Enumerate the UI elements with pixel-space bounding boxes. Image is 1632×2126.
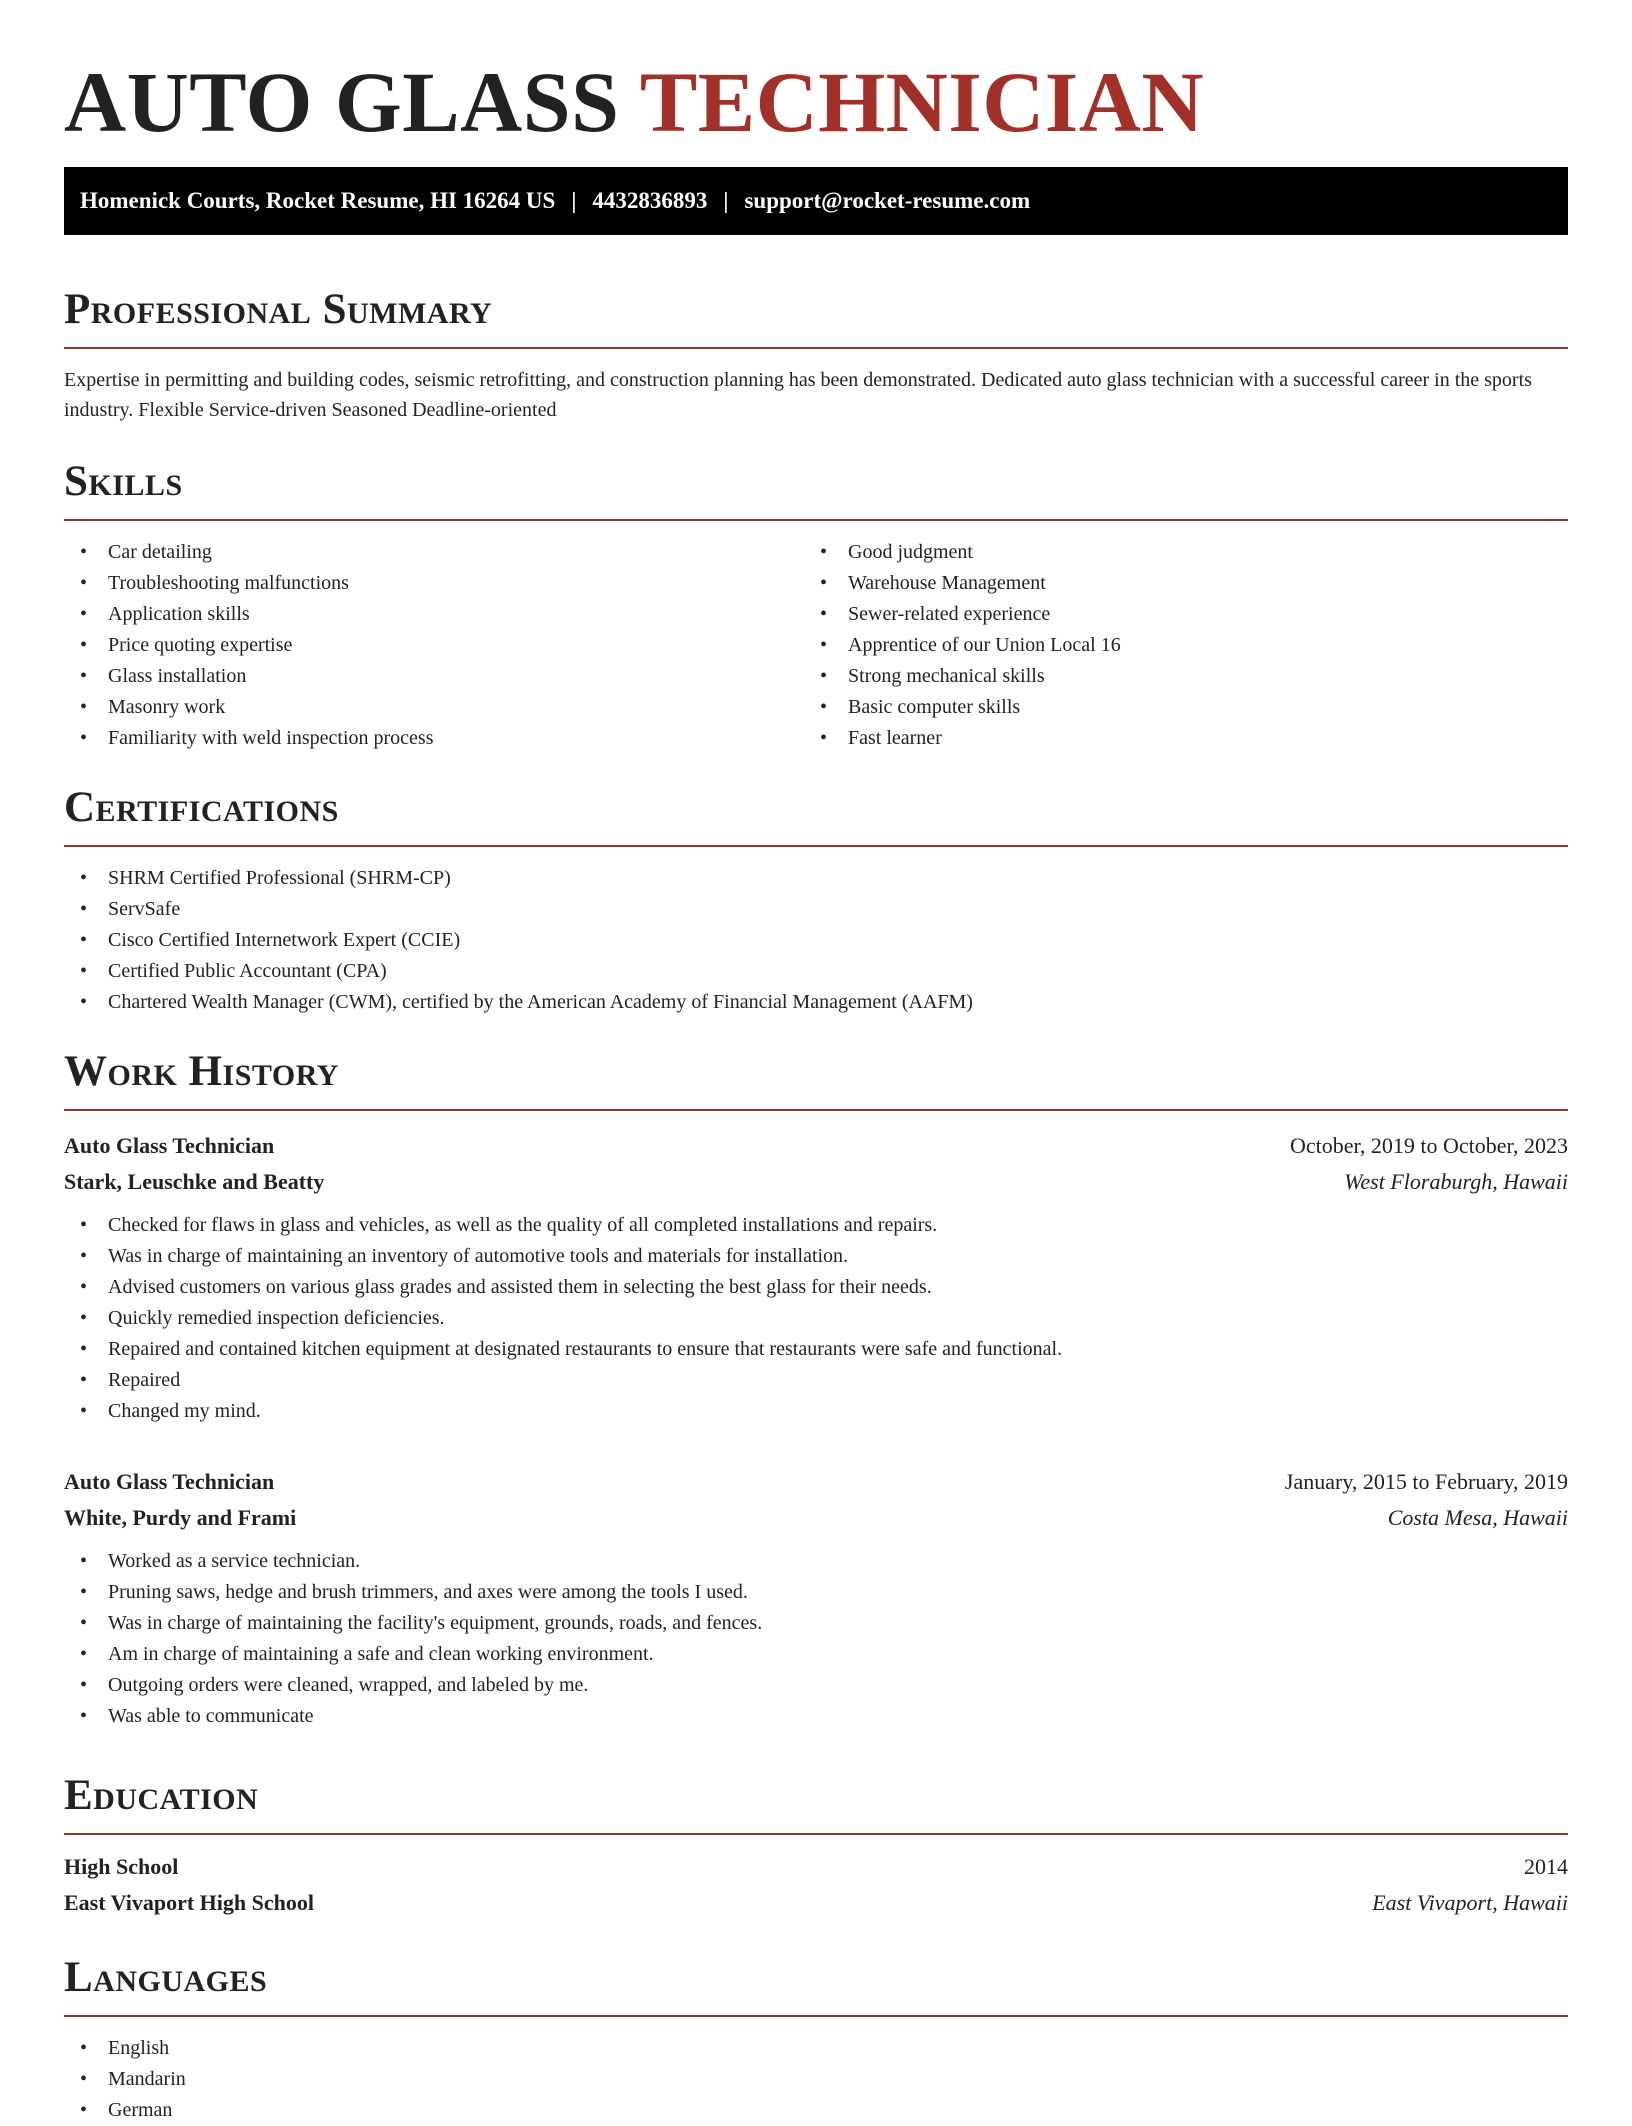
language-item (64, 2033, 1568, 2064)
education-section (64, 1770, 1568, 1921)
education-location: East Vivaport, Hawaii (1372, 1890, 1568, 1915)
certification-item-text: Cisco Certified Internetwork Expert (CCIE) (108, 929, 461, 951)
job-company-row (64, 1500, 1568, 1536)
skill-item-text: Strong mechanical skills (848, 665, 1045, 687)
skill-item (64, 692, 804, 723)
job-duty-item-text: Quickly remedied inspection deficiencies. (108, 1307, 445, 1329)
certification-item-text: Certified Public Accountant (CPA) (108, 960, 387, 982)
language-item (64, 2064, 1568, 2095)
skill-item (804, 692, 1544, 723)
skills-list-left (64, 537, 804, 754)
languages-list (64, 2033, 1568, 2126)
bullet-icon: • (80, 665, 88, 687)
job-duties-list (64, 1546, 1568, 1732)
job-dates: October, 2019 to October, 2023 (1289, 1133, 1568, 1158)
certifications-section (64, 782, 1568, 1018)
job-duty-item-text: Was able to communicate (108, 1705, 314, 1727)
certification-item (64, 987, 1568, 1018)
job-dates: January, 2015 to February, 2019 (1284, 1469, 1568, 1494)
certification-item (64, 925, 1568, 956)
job-duty-item (64, 1365, 1568, 1396)
job-header-row (64, 1128, 1568, 1164)
bullet-icon: • (820, 727, 828, 749)
education-school: East Vivaport High School (64, 1890, 314, 1915)
bullet-icon: • (80, 696, 88, 718)
section-divider (64, 845, 1568, 847)
bullet-icon: • (80, 2068, 88, 2090)
skill-item-text: Application skills (108, 603, 250, 625)
bullet-icon: • (80, 898, 88, 920)
bullet-icon: • (80, 1245, 88, 1267)
certifications-list (64, 863, 1568, 1018)
job-duty-item-text: Outgoing orders were cleaned, wrapped, and labeled by me. (108, 1674, 589, 1696)
bullet-icon: • (80, 867, 88, 889)
bullet-icon: • (820, 634, 828, 656)
skills-section (64, 456, 1568, 754)
job-role: Auto Glass Technician (64, 1469, 275, 1494)
certification-item (64, 863, 1568, 894)
section-divider (64, 347, 1568, 349)
skill-item-text: Basic computer skills (848, 696, 1021, 718)
skill-item-text: Glass installation (108, 665, 247, 687)
education-degree: High School (64, 1854, 179, 1879)
skill-item-text: Masonry work (108, 696, 226, 718)
section-title-work-history: Work History (64, 1048, 339, 1095)
resume-title (64, 56, 1568, 148)
job-duty-item-text: Am in charge of maintaining a safe and clean working environment. (108, 1643, 654, 1665)
skill-item (804, 630, 1544, 661)
bullet-icon: • (80, 727, 88, 749)
skills-list-right (804, 537, 1544, 754)
bullet-icon: • (80, 1705, 88, 1727)
job-duty-item-text: Advised customers on various glass grades and assisted them in selecting the best glass for their needs. (108, 1276, 932, 1298)
bullet-icon: • (80, 603, 88, 625)
summary-section (64, 284, 1568, 425)
job-duty-item-text: Was in charge of maintaining an inventory of automotive tools and materials for installation. (108, 1245, 849, 1267)
job-duty-item (64, 1577, 1568, 1608)
section-divider (64, 1833, 1568, 1835)
work-history-section (64, 1046, 1568, 1111)
job-company-row (64, 1164, 1568, 1200)
education-school-row (64, 1885, 1568, 1921)
job-header-row (64, 1464, 1568, 1500)
language-item-text: German (108, 2099, 173, 2121)
job-duty-item (64, 1210, 1568, 1241)
bullet-icon: • (80, 634, 88, 656)
job-duty-item (64, 1303, 1568, 1334)
bullet-icon: • (80, 1276, 88, 1298)
certification-item (64, 894, 1568, 925)
skill-item-text: Good judgment (848, 541, 973, 563)
bullet-icon: • (80, 960, 88, 982)
job-duty-item-text: Worked as a service technician. (108, 1550, 361, 1572)
bullet-icon: • (80, 572, 88, 594)
skill-item (804, 599, 1544, 630)
education-entry (64, 1849, 1568, 1921)
contact-separator: | (571, 188, 577, 213)
bullet-icon: • (80, 991, 88, 1013)
skill-item (64, 630, 804, 661)
language-item (64, 2095, 1568, 2126)
section-title-languages: Languages (64, 1954, 268, 2001)
bullet-icon: • (80, 541, 88, 563)
section-divider (64, 1109, 1568, 1111)
bullet-icon: • (80, 1612, 88, 1634)
skill-item (64, 537, 804, 568)
contact-phone: 4432836893 (592, 188, 708, 213)
skills-columns (64, 521, 1568, 754)
skill-item (804, 723, 1544, 754)
bullet-icon: • (80, 1643, 88, 1665)
skill-item (64, 661, 804, 692)
skill-item (804, 568, 1544, 599)
bullet-icon: • (80, 929, 88, 951)
section-title-education: Education (64, 1772, 259, 1819)
bullet-icon: • (80, 1581, 88, 1603)
job-entry (64, 1128, 1568, 1427)
job-company: White, Purdy and Frami (64, 1505, 297, 1530)
skill-item-text: Sewer-related experience (848, 603, 1051, 625)
bullet-icon: • (80, 2037, 88, 2059)
skill-item (804, 537, 1544, 568)
skill-item-text: Price quoting expertise (108, 634, 293, 656)
job-duty-item (64, 1272, 1568, 1303)
title-part-2: TECHNICIAN (639, 54, 1204, 150)
section-title-certifications: Certifications (64, 784, 339, 831)
bullet-icon: • (80, 1674, 88, 1696)
job-duty-item (64, 1334, 1568, 1365)
contact-email: support@rocket-resume.com (744, 188, 1031, 213)
title-part-1: AUTO GLASS (64, 54, 620, 150)
job-location: Costa Mesa, Hawaii (1387, 1505, 1568, 1530)
contact-address: Homenick Courts, Rocket Resume, HI 16264 US (80, 188, 556, 213)
job-duty-item-text: Was in charge of maintaining the facility's equipment, grounds, roads, and fences. (108, 1612, 763, 1634)
contact-bar (64, 167, 1568, 235)
education-header-row (64, 1849, 1568, 1885)
bullet-icon: • (80, 1369, 88, 1391)
job-duty-item (64, 1670, 1568, 1701)
bullet-icon: • (820, 603, 828, 625)
skill-item-text: Car detailing (108, 541, 212, 563)
bullet-icon: • (80, 1307, 88, 1329)
job-duty-item (64, 1639, 1568, 1670)
job-duty-item-text: Repaired and contained kitchen equipment at designated restaurants to ensure that restaurants were safe and functional. (108, 1338, 1063, 1360)
contact-separator: | (723, 188, 729, 213)
skill-item-text: Warehouse Management (848, 572, 1046, 594)
section-title-skills: Skills (64, 458, 183, 505)
section-divider (64, 2015, 1568, 2017)
bullet-icon: • (820, 541, 828, 563)
job-duty-item-text: Repaired (108, 1369, 181, 1391)
bullet-icon: • (820, 665, 828, 687)
bullet-icon: • (80, 2099, 88, 2121)
section-title-summary: Professional Summary (64, 286, 493, 333)
job-duty-item-text: Changed my mind. (108, 1400, 261, 1422)
certification-item-text: ServSafe (108, 898, 181, 920)
job-duty-item (64, 1546, 1568, 1577)
job-duty-item (64, 1241, 1568, 1272)
bullet-icon: • (80, 1400, 88, 1422)
languages-section (64, 1952, 1568, 2126)
skill-item-text: Troubleshooting malfunctions (108, 572, 349, 594)
skill-item (64, 568, 804, 599)
skill-item-text: Apprentice of our Union Local 16 (848, 634, 1121, 656)
job-duty-item (64, 1608, 1568, 1639)
job-company: Stark, Leuschke and Beatty (64, 1169, 325, 1194)
language-item-text: English (108, 2037, 170, 2059)
skill-item-text: Fast learner (848, 727, 942, 749)
job-duty-item-text: Pruning saws, hedge and brush trimmers, and axes were among the tools I used. (108, 1581, 748, 1603)
summary-text: Expertise in permitting and building codes, seismic retrofitting, and construction planning has been demonstrated. Dedicated auto glass technician with a successful career in the sports industry. Flexible Service-driven Seasoned Deadline-oriented (64, 369, 1532, 421)
bullet-icon: • (820, 572, 828, 594)
language-item-text: Mandarin (108, 2068, 186, 2090)
education-year: 2014 (1524, 1854, 1568, 1879)
bullet-icon: • (80, 1338, 88, 1360)
job-role: Auto Glass Technician (64, 1133, 275, 1158)
bullet-icon: • (80, 1550, 88, 1572)
certification-item-text: SHRM Certified Professional (SHRM-CP) (108, 867, 451, 889)
job-duty-item (64, 1701, 1568, 1732)
job-duty-item-text: Checked for flaws in glass and vehicles, as well as the quality of all completed installations and repairs. (108, 1214, 938, 1236)
certification-item-text: Chartered Wealth Manager (CWM), certified by the American Academy of Financial Management (AAFM) (108, 991, 973, 1013)
skill-item-text: Familiarity with weld inspection process (108, 727, 434, 749)
job-location: West Floraburgh, Hawaii (1344, 1169, 1568, 1194)
bullet-icon: • (820, 696, 828, 718)
certification-item (64, 956, 1568, 987)
job-entry (64, 1464, 1568, 1732)
bullet-icon: • (80, 1214, 88, 1236)
job-duty-item (64, 1396, 1568, 1427)
skill-item (64, 599, 804, 630)
job-duties-list (64, 1210, 1568, 1427)
skill-item (804, 661, 1544, 692)
skill-item (64, 723, 804, 754)
